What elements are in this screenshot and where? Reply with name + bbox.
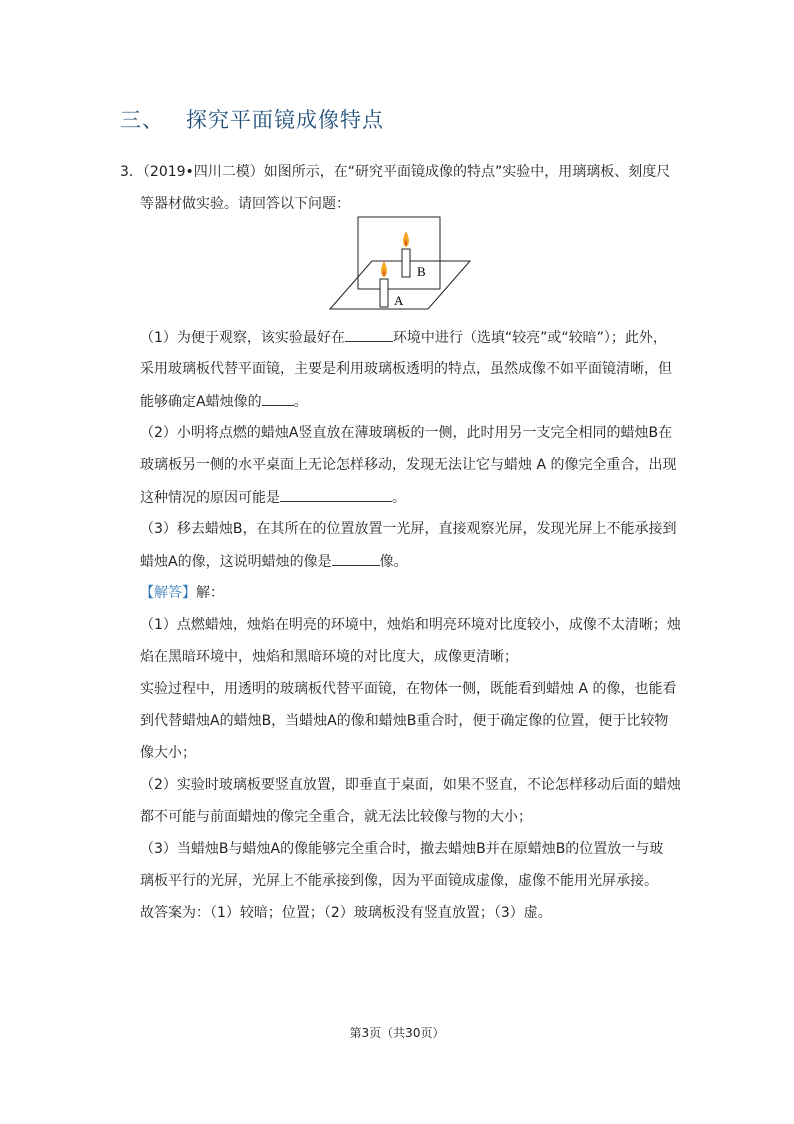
q1-line (140, 391, 308, 412)
section-heading: 探究平面镜成像特点 (186, 108, 384, 132)
q1-line: 采用玻璃板代替平面镜，主要是利用玻璃板透明的特点，虽然成像不如平面镜清晰，但 (140, 361, 672, 377)
q2-line: （2）小明将点燃的蜡烛A竖直放在薄玻璃板的一侧，此时用另一支完全相同的蜡烛B在 (140, 425, 673, 441)
answer-line: 像大小； (140, 745, 196, 761)
label-b: B (417, 264, 426, 279)
answer-tag: 【解答】 (140, 585, 196, 601)
answer-line: 都不可能与前面蜡烛的像完全重合，就无法比较像与物的大小； (140, 809, 532, 825)
q1-text: 能够确定A蜡烛像的 (140, 394, 262, 410)
answer-line: 璃板平行的光屏，光屏上不能承接到像，因为平面镜成虚像，虚像不能用光屏承接。 (140, 873, 658, 889)
q2-text: 这种情况的原因可能是 (140, 490, 280, 506)
q3-blank (332, 551, 380, 566)
q3-text: 蜡烛A的像，这说明蜡烛的像是 (140, 554, 332, 570)
question-stem-line: 3．（2019•四川二模）如图所示，在“研究平面镜成像的特点”实验中，用璃璃板、刻度尺 (120, 164, 671, 180)
page-footer: 第3页（共30页） (349, 1026, 445, 1040)
q3-line: （3）移去蜡烛B，在其所在的位置放置一光屏，直接观察光屏，发现光屏上不能承接到 (140, 521, 677, 537)
experiment-diagram (328, 215, 472, 315)
q1-text: 环境中进行（选填“较亮”或“较暗”）；此外， (392, 330, 667, 346)
answer-line: 故答案为：（1）较暗；位置；（2）玻璃板没有竖直放置；（3）虚。 (140, 905, 552, 921)
answer-line: （3）当蜡烛B与蜡烛A的像能够完全重合时，撤去蜡烛B并在原蜡烛B的位置放一与玻 (140, 841, 664, 857)
q3-text: 像。 (379, 554, 408, 570)
candle-a (380, 279, 388, 307)
q1-text: 。 (293, 394, 308, 410)
question-stem-line: 等器材做实验。请回答以下问题： (140, 196, 350, 212)
candle-b (402, 249, 410, 277)
answer-line: （1）点燃蜡烛，烛焰在明亮的环境中，烛焰和明亮环境对比度较小，成像不太清晰；烛 (140, 617, 681, 633)
glass-plate (358, 217, 440, 289)
q3-line (140, 551, 408, 572)
q2-line: 玻璃板另一侧的水平桌面上无论怎样移动，发现无法让它与蜡烛 A 的像完全重合，出现 (140, 457, 677, 473)
q2-blank (280, 487, 392, 502)
answer-line: 实验过程中，用透明的玻璃板代替平面镜，在物体一侧，既能看到蜡烛 A 的像，也能看 (140, 681, 677, 697)
q1-blank (345, 327, 393, 342)
q1-blank (262, 391, 294, 406)
answer-line: 焰在黑暗环境中，烛焰和黑暗环境的对比度大，成像更清晰； (140, 649, 518, 665)
answer-tag-suffix: 解： (196, 585, 224, 601)
answer-line: （2）实验时玻璃板要竖直放置，即垂直于桌面，如果不竖直，不论怎样移动后面的蜡烛 (140, 777, 681, 793)
section-number: 三、 (120, 108, 164, 132)
q1-line (140, 327, 667, 348)
q2-text: 。 (392, 490, 406, 506)
section-title (120, 104, 384, 134)
answer-header (140, 583, 224, 603)
q1-text: （1）为便于观察，该实验最好在 (140, 330, 345, 346)
label-a: A (394, 293, 404, 308)
answer-line: 到代替蜡烛A的蜡烛B，当蜡烛A的像和蜡烛B重合时，便于确定像的位置，便于比较物 (140, 713, 669, 729)
q2-line (140, 487, 406, 508)
